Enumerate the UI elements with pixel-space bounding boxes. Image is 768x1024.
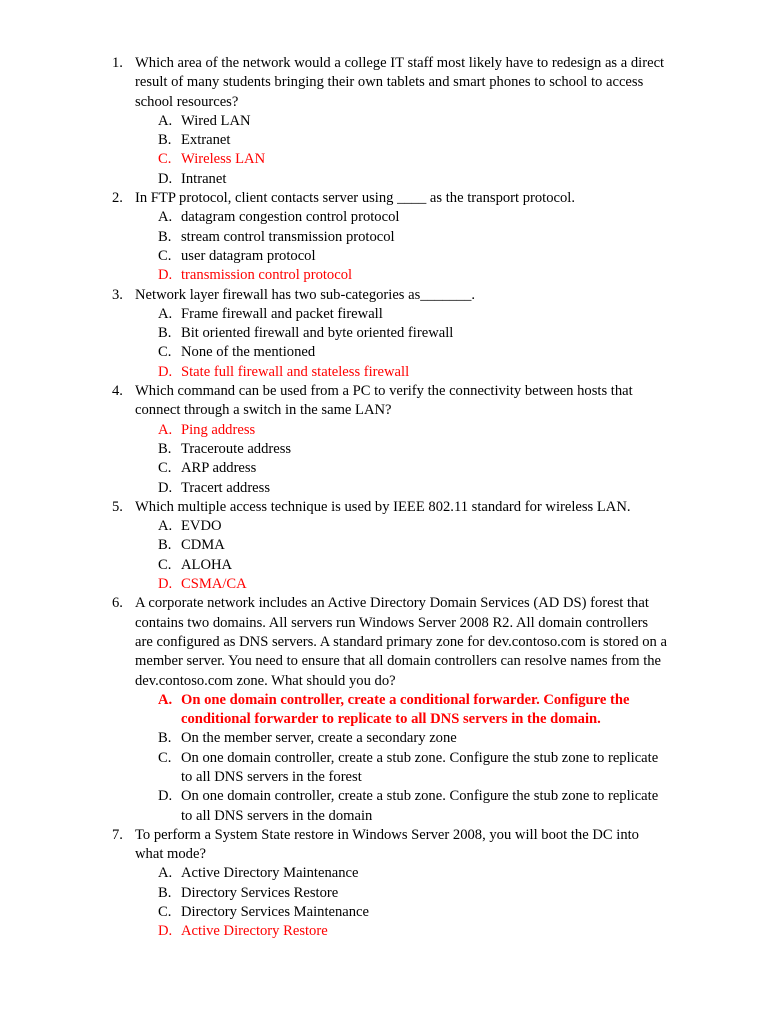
option-text: On one domain controller, create a stub zone. Configure the stub zone to replicate to all DNS servers in the forest bbox=[181, 749, 659, 785]
option-letter: D. bbox=[158, 576, 173, 593]
option-letter: A. bbox=[158, 209, 173, 226]
question-text: Which command can be used from a PC to verify the connectivity between hosts that connect through a switch in the same LAN? bbox=[135, 383, 633, 419]
option-text: Directory Services Maintenance bbox=[181, 904, 370, 921]
option-text: Bit oriented firewall and byte oriented firewall bbox=[181, 325, 454, 342]
option-letter: D. bbox=[158, 923, 173, 940]
answer-option bbox=[135, 864, 668, 883]
option-text: Wired LAN bbox=[181, 112, 251, 129]
answer-option bbox=[135, 749, 668, 788]
option-list bbox=[135, 517, 668, 594]
answer-option-correct bbox=[135, 150, 668, 169]
answer-option bbox=[135, 324, 668, 343]
option-list bbox=[135, 691, 668, 826]
option-letter: C. bbox=[158, 151, 172, 168]
option-text: EVDO bbox=[181, 518, 222, 535]
option-letter: D. bbox=[158, 479, 173, 496]
option-letter: C. bbox=[158, 904, 172, 921]
question-item bbox=[0, 826, 768, 942]
option-text: On one domain controller, create a stub zone. Configure the stub zone to replicate to all DNS servers in the domain bbox=[181, 788, 659, 824]
answer-option bbox=[135, 459, 668, 478]
option-letter: C. bbox=[158, 749, 172, 766]
option-text: Extranet bbox=[181, 132, 231, 149]
answer-option-correct bbox=[135, 363, 668, 382]
answer-option-correct bbox=[135, 575, 668, 594]
option-text: CSMA/CA bbox=[181, 576, 247, 593]
option-list bbox=[135, 864, 668, 941]
question-item bbox=[0, 382, 768, 498]
answer-option bbox=[135, 112, 668, 131]
answer-option bbox=[135, 884, 668, 903]
answer-option bbox=[135, 517, 668, 536]
option-letter: C. bbox=[158, 460, 172, 477]
answer-option bbox=[135, 131, 668, 150]
question-item bbox=[0, 286, 768, 382]
answer-option bbox=[135, 729, 668, 748]
answer-option-correct bbox=[135, 691, 668, 730]
option-letter: B. bbox=[158, 132, 172, 149]
option-letter: B. bbox=[158, 228, 172, 245]
option-letter: B. bbox=[158, 884, 172, 901]
question-text: Which area of the network would a college IT staff most likely have to redesign as a direct result of many students bringing their own tablets and smart phones to school to access school resources? bbox=[135, 55, 665, 110]
question-number: 5. bbox=[112, 498, 123, 515]
question-item bbox=[0, 498, 768, 594]
option-letter: A. bbox=[158, 421, 173, 438]
answer-option bbox=[135, 536, 668, 555]
question-text: Network layer firewall has two sub-categories as_______. bbox=[135, 286, 476, 303]
answer-option bbox=[135, 208, 668, 227]
option-letter: D. bbox=[158, 170, 173, 187]
option-list bbox=[135, 112, 668, 189]
option-text: Active Directory Restore bbox=[181, 923, 328, 940]
option-text: ALOHA bbox=[181, 556, 233, 573]
answer-option bbox=[135, 170, 668, 189]
answer-option-correct bbox=[135, 266, 668, 285]
option-letter: C. bbox=[158, 556, 172, 573]
answer-option bbox=[135, 247, 668, 266]
option-text: ARP address bbox=[181, 460, 257, 477]
answer-option bbox=[135, 228, 668, 247]
option-letter: A. bbox=[158, 305, 173, 322]
option-letter: B. bbox=[158, 440, 172, 457]
answer-option bbox=[135, 556, 668, 575]
option-text: user datagram protocol bbox=[181, 247, 316, 264]
option-text: Traceroute address bbox=[181, 440, 292, 457]
option-list bbox=[135, 208, 668, 285]
question-number: 7. bbox=[112, 826, 123, 843]
question-item bbox=[0, 189, 768, 285]
answer-option bbox=[135, 440, 668, 459]
option-text: Ping address bbox=[181, 421, 256, 438]
question-text: Which multiple access technique is used by IEEE 802.11 standard for wireless LAN. bbox=[135, 498, 631, 515]
option-letter: A. bbox=[158, 691, 173, 708]
option-text: Directory Services Restore bbox=[181, 884, 339, 901]
option-text: Frame firewall and packet firewall bbox=[181, 305, 383, 322]
question-number: 1. bbox=[112, 55, 123, 71]
question-text: In FTP protocol, client contacts server using ____ as the transport protocol. bbox=[135, 190, 576, 207]
answer-option bbox=[135, 903, 668, 922]
question-item bbox=[0, 594, 768, 826]
answer-option bbox=[135, 305, 668, 324]
question-number: 2. bbox=[112, 190, 123, 207]
question-number: 3. bbox=[112, 286, 123, 303]
option-letter: C. bbox=[158, 344, 172, 361]
option-letter: B. bbox=[158, 537, 172, 554]
option-text: datagram congestion control protocol bbox=[181, 209, 400, 226]
option-list bbox=[135, 305, 668, 382]
question-text: To perform a System State restore in Windows Server 2008, you will boot the DC into what mode? bbox=[135, 826, 639, 863]
option-letter: B. bbox=[158, 730, 172, 747]
question-list bbox=[0, 54, 768, 942]
option-letter: C. bbox=[158, 247, 172, 264]
option-letter: D. bbox=[158, 363, 173, 380]
answer-option bbox=[135, 479, 668, 498]
option-letter: A. bbox=[158, 865, 173, 882]
option-text: CDMA bbox=[181, 537, 225, 554]
option-text: Intranet bbox=[181, 170, 227, 187]
option-letter: D. bbox=[158, 267, 173, 284]
option-letter: A. bbox=[158, 518, 173, 535]
option-text: Tracert address bbox=[181, 479, 271, 496]
option-text: None of the mentioned bbox=[181, 344, 316, 361]
option-text: State full firewall and stateless firewall bbox=[181, 363, 410, 380]
option-text: Wireless LAN bbox=[181, 151, 266, 168]
option-text: On one domain controller, create a conditional forwarder. Configure the conditional forwarder to replicate to all DNS servers in the domain. bbox=[181, 691, 630, 728]
answer-option-correct bbox=[135, 421, 668, 440]
option-letter: A. bbox=[158, 112, 173, 129]
answer-option bbox=[135, 343, 668, 362]
question-item bbox=[0, 54, 768, 189]
option-letter: B. bbox=[158, 325, 172, 342]
option-text: On the member server, create a secondary zone bbox=[181, 730, 457, 747]
option-text: Active Directory Maintenance bbox=[181, 865, 359, 882]
answer-option bbox=[135, 787, 668, 826]
question-text: A corporate network includes an Active Directory Domain Services (AD DS) forest that contains two domains. All servers run Windows Server 2008 R2. All domain controllers are configured as DNS servers. A standard primary zone for dev.contoso.com is stored on a member server. You need to ensure that all domain controllers can resolve names from the dev.contoso.com zone. What should you do? bbox=[135, 595, 667, 689]
option-list bbox=[135, 421, 668, 498]
question-number: 4. bbox=[112, 383, 123, 400]
option-letter: D. bbox=[158, 788, 173, 805]
answer-option-correct bbox=[135, 922, 668, 941]
option-text: stream control transmission protocol bbox=[181, 228, 395, 245]
option-text: transmission control protocol bbox=[181, 267, 353, 284]
question-number: 6. bbox=[112, 595, 123, 612]
